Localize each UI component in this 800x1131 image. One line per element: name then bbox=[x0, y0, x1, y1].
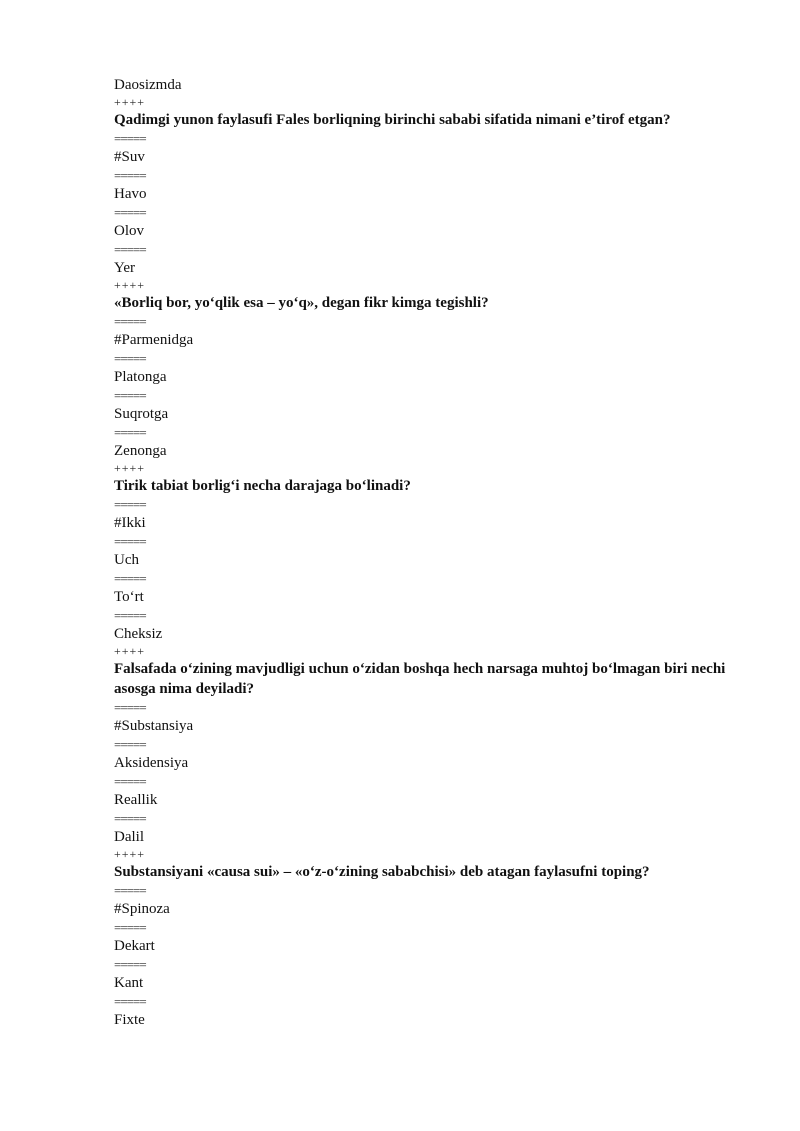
option: Kant bbox=[114, 975, 144, 991]
option-separator: ===== bbox=[114, 168, 146, 183]
option-separator: ===== bbox=[114, 534, 146, 549]
option-separator: ===== bbox=[114, 737, 146, 752]
option: Yer bbox=[114, 260, 135, 276]
option-correct: #Ikki bbox=[114, 515, 146, 531]
option: Aksidensiya bbox=[114, 755, 189, 771]
test-content bbox=[114, 75, 734, 1030]
option: Fixte bbox=[114, 1012, 145, 1028]
option: Reallik bbox=[114, 792, 158, 808]
option: Uch bbox=[114, 552, 139, 568]
question-text: «Borliq bor, yo‘qlik esa – yo‘q», degan fikr kimga tegishli? bbox=[114, 295, 489, 311]
option-separator: ===== bbox=[114, 811, 146, 826]
option: Suqrotga bbox=[114, 406, 169, 422]
option-correct: #Parmenidga bbox=[114, 332, 194, 348]
option-separator: ===== bbox=[114, 242, 146, 257]
option: Zenonga bbox=[114, 443, 167, 459]
question-text: Substansiyani «causa sui» – «o‘z-o‘zining sababchisi» deb atagan faylasufni toping? bbox=[114, 864, 650, 880]
option: Havo bbox=[114, 186, 147, 202]
question-marker: ++++ bbox=[114, 461, 146, 475]
option-separator: ===== bbox=[114, 497, 146, 512]
option: Dekart bbox=[114, 938, 155, 954]
option-separator: ===== bbox=[114, 205, 146, 220]
option-correct: #Suv bbox=[114, 149, 145, 165]
option-separator: ===== bbox=[114, 314, 146, 329]
question-text: Qadimgi yunon faylasufi Fales borliqning birinchi sababi sifatida nimani e’tirof etgan? bbox=[114, 112, 671, 128]
option-separator: ===== bbox=[114, 994, 146, 1009]
question-marker: ++++ bbox=[114, 644, 146, 658]
question-marker: ++++ bbox=[114, 847, 146, 861]
option: To‘rt bbox=[114, 589, 144, 605]
question-text: Tirik tabiat borlig‘i necha darajaga bo‘linadi? bbox=[114, 478, 411, 494]
option: Dalil bbox=[114, 829, 144, 845]
intro-answer: Daosizmda bbox=[114, 77, 182, 93]
option: Olov bbox=[114, 223, 144, 239]
option-separator: ===== bbox=[114, 388, 146, 403]
option-separator: ===== bbox=[114, 700, 146, 715]
option-separator: ===== bbox=[114, 883, 146, 898]
option-separator: ===== bbox=[114, 351, 146, 366]
question-text: Falsafada o‘zining mavjudligi uchun o‘zidan boshqa hech narsaga muhtoj bo‘lmagan biri nechi asosga nima deyiladi? bbox=[114, 661, 726, 697]
option-correct: #Substansiya bbox=[114, 718, 194, 734]
option-separator: ===== bbox=[114, 571, 146, 586]
option-correct: #Spinoza bbox=[114, 901, 170, 917]
option-separator: ===== bbox=[114, 920, 146, 935]
option-separator: ===== bbox=[114, 425, 146, 440]
question-marker: ++++ bbox=[114, 278, 146, 292]
option-separator: ===== bbox=[114, 774, 146, 789]
question-marker: ++++ bbox=[114, 95, 146, 109]
option-separator: ===== bbox=[114, 131, 146, 146]
option-separator: ===== bbox=[114, 608, 146, 623]
option: Platonga bbox=[114, 369, 167, 385]
option: Cheksiz bbox=[114, 626, 163, 642]
option-separator: ===== bbox=[114, 957, 146, 972]
